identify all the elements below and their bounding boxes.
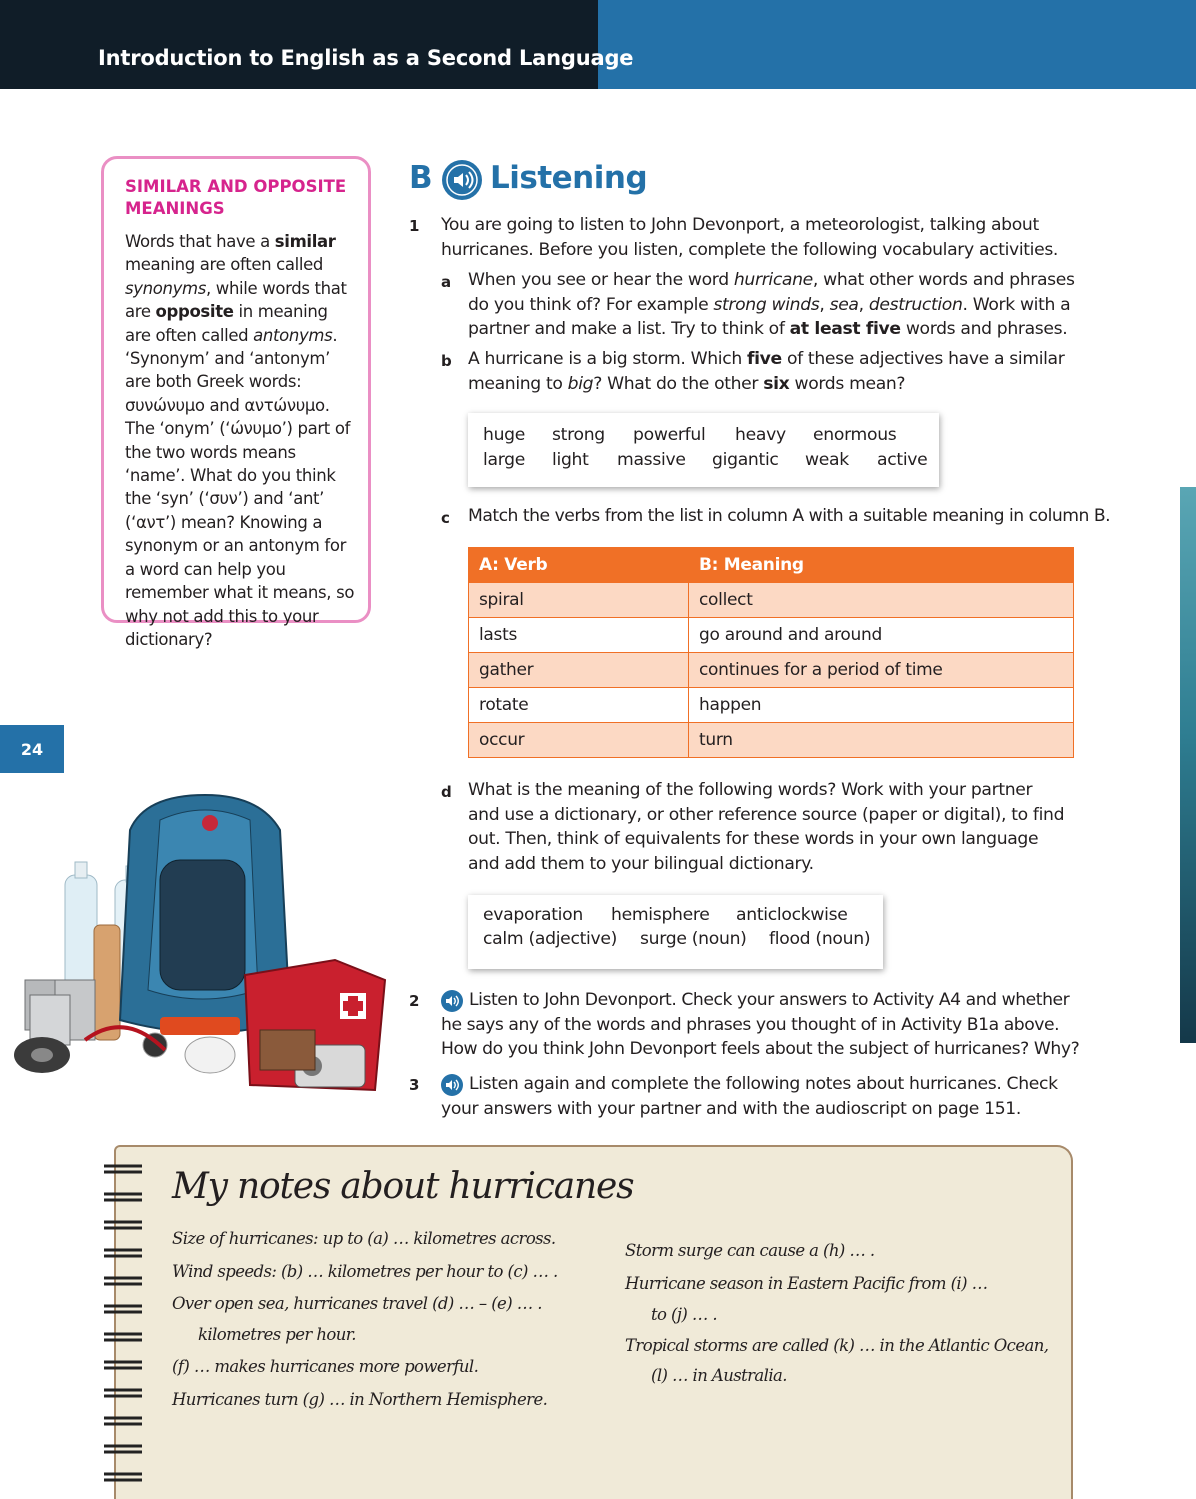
question-1c-text: Match the verbs from the list in column A with a suitable meaning in column B. [468, 506, 1111, 526]
verb-cell: spiral [469, 583, 689, 618]
sub-label-b: b [441, 352, 452, 370]
note-line: to (j) … . [651, 1305, 718, 1324]
note-line: Over open sea, hurricanes travel (d) … – (e) … . [172, 1294, 542, 1313]
adjective-word-box [468, 413, 939, 487]
word-item: gigantic [712, 450, 779, 470]
word-item: heavy [735, 425, 786, 445]
verb-cell: rotate [469, 688, 689, 723]
note-line: (f) … makes hurricanes more powerful. [172, 1357, 479, 1376]
word-item: massive [617, 450, 686, 470]
header-blue-band [598, 0, 1196, 89]
sub-label-c: c [441, 509, 450, 527]
page-number: 24 [0, 725, 64, 773]
note-line: kilometres per hour. [198, 1325, 356, 1344]
tip-box-body: Words that have a similar meaning are often called synonyms, while words that are opposite in meaning are often called antonyms. ‘Synonym’ and ‘antonym’ are both Greek words: συνώνυμο and αντώνυμο. The ‘onym’ (‘ώνυμο’) part of the two words means ‘name’. What do you think the ‘syn’ (‘συν’) and ‘ant’ (‘αντ’) mean? Knowing a synonym or an antonym for a word can help you remember what it means, so why not add this to your dictionary? [125, 232, 355, 649]
word-item: calm (adjective) [483, 929, 618, 949]
note-line: Storm surge can cause a (h) … . [625, 1241, 875, 1260]
verb-meaning-table [468, 547, 1074, 758]
note-line: Hurricane season in Eastern Pacific from (i) … [625, 1274, 988, 1293]
note-line: Size of hurricanes: up to (a) … kilometres across. [172, 1229, 556, 1248]
table-row [469, 583, 1074, 618]
meaning-cell: continues for a period of time [689, 653, 1074, 688]
section-title: Listening [490, 160, 648, 196]
question-number: 1 [409, 217, 420, 235]
question-1b-text: A hurricane is a big storm. Which five of these adjectives have a similar meaning to big? What do the other six words mean? [468, 349, 1065, 394]
word-item: active [877, 450, 928, 470]
verb-cell: occur [469, 723, 689, 758]
emergency-kit-image [10, 790, 390, 1110]
table-row [469, 688, 1074, 723]
word-item: huge [483, 425, 526, 445]
spiral-binding [100, 1160, 148, 1499]
vocabulary-word-box [468, 895, 883, 969]
note-line: (l) … in Australia. [651, 1366, 787, 1385]
note-line: Tropical storms are called (k) … in the Atlantic Ocean, [625, 1336, 1049, 1355]
word-item: light [552, 450, 589, 470]
table-header-row [469, 548, 1074, 583]
word-item: powerful [633, 425, 706, 445]
question-3-text: Listen again and complete the following notes about hurricanes. Check your answers with your partner and with the audioscript on page 151. [441, 1074, 1058, 1119]
note-line: Wind speeds: (b) … kilometres per hour to (c) … . [172, 1262, 558, 1281]
table-row [469, 618, 1074, 653]
table-row [469, 723, 1074, 758]
question-1a-text: When you see or hear the word hurricane, what other words and phrases do you think of? For example strong winds, sea, destruction. Work with a partner and make a list. Try to think of at least five words and phrases. [468, 270, 1075, 340]
verb-cell: lasts [469, 618, 689, 653]
word-item: anticlockwise [736, 905, 848, 925]
question-2-text: Listen to John Devonport. Check your answers to Activity A4 and whether he says any of the words and phrases you thought of in Activity B1a above. How do you think John Devonport feels about the subject of hurricanes? Why? [441, 990, 1080, 1060]
speaker-icon [442, 160, 482, 200]
word-item: flood (noun) [769, 929, 871, 949]
column-header-meaning: B: Meaning [689, 548, 1074, 583]
word-item: hemisphere [611, 905, 710, 925]
tip-box [101, 156, 371, 649]
meaning-cell: collect [689, 583, 1074, 618]
meaning-cell: turn [689, 723, 1074, 758]
tip-box-title: SIMILAR AND OPPOSITE MEANINGS [125, 177, 347, 218]
meaning-cell: happen [689, 688, 1074, 723]
question-number: 3 [409, 1076, 420, 1094]
chapter-edge-strip [1180, 487, 1196, 1043]
section-letter: B [409, 160, 433, 196]
book-title: Introduction to English as a Second Language [98, 46, 634, 70]
verb-cell: gather [469, 653, 689, 688]
word-item: large [483, 450, 526, 470]
question-1-text: You are going to listen to John Devonport, a meteorologist, talking about hurricanes. Before you listen, complete the following vocabulary activities. [441, 215, 1059, 260]
note-line: Hurricanes turn (g) … in Northern Hemisphere. [172, 1390, 548, 1409]
word-item: weak [805, 450, 849, 470]
table-row [469, 653, 1074, 688]
word-item: strong [552, 425, 605, 445]
column-header-verb: A: Verb [469, 548, 689, 583]
question-number: 2 [409, 992, 420, 1010]
question-1d-text: What is the meaning of the following words? Work with your partner and use a dictionary, or other reference source (paper or digital), to find out. Then, think of equivalents for these words in your own language and add them to your bilingual dictionary. [468, 780, 1065, 874]
word-item: evaporation [483, 905, 583, 925]
sub-label-d: d [441, 783, 452, 801]
word-item: enormous [813, 425, 897, 445]
notebook-title: My notes about hurricanes [172, 1166, 634, 1207]
sub-label-a: a [441, 273, 452, 291]
word-item: surge (noun) [640, 929, 747, 949]
meaning-cell: go around and around [689, 618, 1074, 653]
header-dark-band [0, 0, 598, 89]
